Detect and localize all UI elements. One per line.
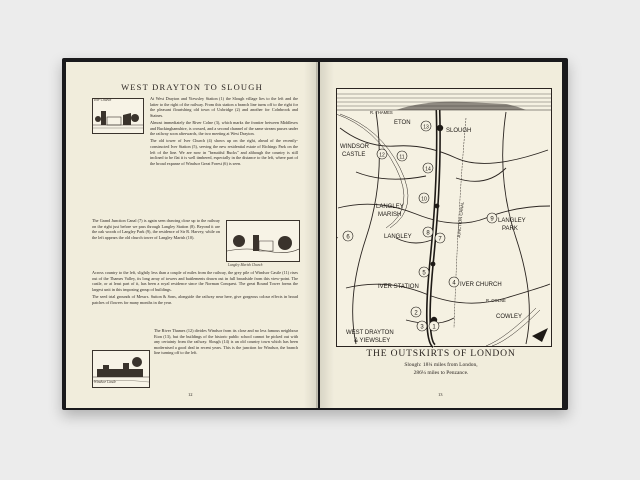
paragraph: The River Thames (12) divides Windsor from its close and no less famous neighbour Eton (13), but the buildings of the historic public school cannot be picked out with any certainty from the railway. Slough (14) is an old country town which has been modernised a good deal in recent years. This is the junction for Windsor, the branch line turning off to the left.: [154, 328, 298, 356]
label-slough: SLOUGH: [446, 128, 472, 134]
label-canal: JUNCTION CANAL: [456, 201, 465, 239]
page-number: 12: [188, 392, 193, 397]
label-iver-church: IVER CHURCH: [460, 282, 502, 288]
text-column-upper: [150, 96, 298, 168]
text-column-bottom: [154, 328, 298, 358]
label-iver-station: IVER STATION: [378, 284, 419, 290]
marker-label: 13: [423, 124, 429, 131]
paragraph: At West Drayton and Yiewsley Station (1) the Slough village lies to the left and the latter to the right of the railway. From this station a branch line turns off to the right for the pleasant flourishing old town of Uxbridge (2) and another for Colnbrook and Staines.: [150, 96, 298, 118]
label-langley-park-2: PARK: [502, 226, 518, 232]
text-column-lower: [92, 270, 298, 307]
label-windsor: WINDSOR: [340, 144, 369, 150]
label-eton: ETON: [394, 120, 411, 126]
paragraph: The old tower of Iver Church (4) shows up on the right, ahead of the recently-constructed Iver Station (5), serving the new residential estate of Richings Park on the left of the line. We are now in "beautiful Bucks" and although the country is still inclined to be flat it is well timbered, especially in the distance to the left, where part of the broad expanse of Windsor Great Forest (6) is seen.: [150, 138, 298, 166]
illustration-caption: Iver Church: [94, 98, 112, 102]
paragraph: Across country to the left, slightly less than a couple of miles from the railway, the grey pile of Windsor Castle (11) rises out of the Thames Valley, its long array of towers and battlements drawn out in full broadside from this view-point. The castle, or at least part of it, has been a royal residence since the Norman Conquest. The great Round Tower forms the largest unit in this imposing group of buildings.: [92, 270, 298, 292]
iver-church-illustration: [92, 98, 144, 134]
label-thames: R. THAMES: [370, 110, 393, 115]
label-castle: CASTLE: [342, 152, 366, 158]
map-subtitle-line1: Slough: 18¼ miles from London,: [404, 362, 478, 368]
label-colne: R. COLNE: [486, 298, 506, 303]
marker-label: 11: [399, 154, 405, 161]
label-langley-marish-2: MARISH: [378, 212, 402, 218]
right-page: [320, 62, 562, 408]
marker-label: 4: [452, 280, 456, 287]
paragraph: Almost immediately the River Colne (3), which marks the frontier between Middlesex and Buckinghamshire, is crossed, and a second channel of the same stream passes under the railway soon afterwards, the two meeting at West Drayton.: [150, 119, 298, 137]
label-yiewsley: & YIEWSLEY: [354, 338, 391, 344]
marker-label: 9: [490, 216, 494, 223]
label-cowley: COWLEY: [496, 314, 523, 320]
langley-church-illustration: [226, 220, 300, 262]
page-heading: WEST DRAYTON TO SLOUGH: [121, 82, 263, 92]
label-langley-park: LANGLEY: [498, 218, 526, 224]
illustration-caption: Windsor Castle: [94, 380, 117, 384]
paragraph: The Grand Junction Canal (7) is again seen drawing close up to the railway on the right just before we pass through Langley Station (8). Beyond it are the oak woods of Langley Park (9), the residence of Sir R. Harvey, while on the left appears the old church tower of Langley Marish (10).: [92, 218, 220, 240]
marker-label: 14: [425, 166, 431, 173]
text-column-middle: [92, 218, 220, 242]
map-subtitle-line2: 286¼ miles to Penzance.: [413, 370, 469, 376]
marker-label: 7: [438, 236, 442, 243]
label-langley-marish: LANGLEY: [376, 204, 404, 210]
paragraph: The seed trial grounds of Messrs. Sutton & Sons, alongside the railway near here, give gorgeous colour effects in broad patches of flowers for many months in the year.: [92, 293, 298, 305]
page-number: 13: [438, 392, 443, 397]
left-page: [66, 62, 318, 408]
marker-label: 3: [420, 324, 424, 331]
label-langley: LANGLEY: [384, 234, 412, 240]
label-west-drayton: WEST DRAYTON: [346, 330, 394, 336]
marker-label: 8: [426, 230, 430, 237]
marker-label: 10: [421, 196, 427, 203]
marker-label: 2: [414, 310, 418, 317]
marker-label: 1: [432, 324, 436, 331]
route-map: [336, 88, 552, 360]
marker-label: 12: [379, 152, 385, 159]
map-title: THE OUTSKIRTS OF LONDON: [366, 348, 516, 359]
marker-label: 6: [346, 234, 350, 241]
marker-label: 5: [422, 270, 426, 277]
illustration-caption: Langley Marish Church: [228, 263, 263, 267]
